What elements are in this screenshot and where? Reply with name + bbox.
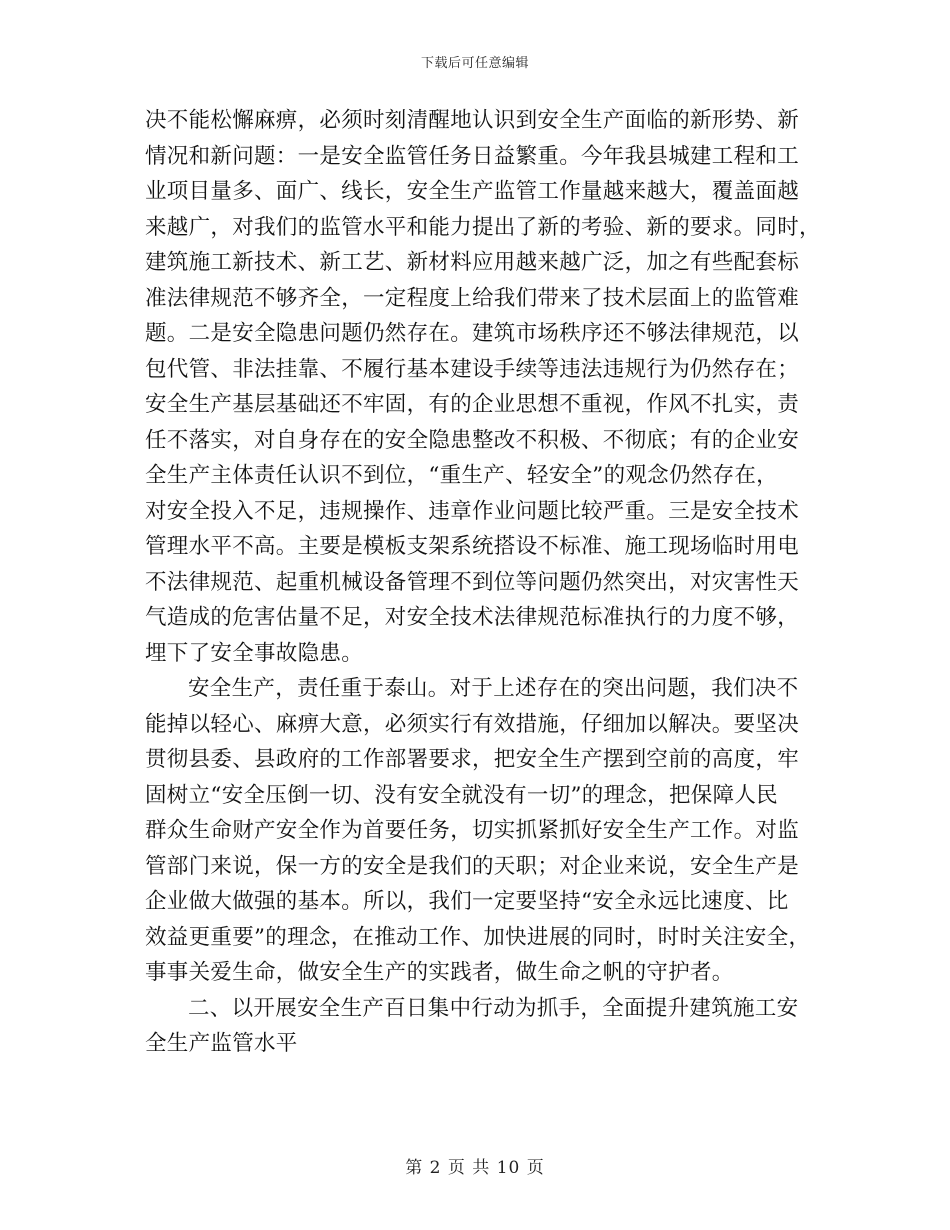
text-line: 业项目量多、面广、线长，安全生产监管工作量越来越大，覆盖面越 [145,179,800,204]
text-line: 管理水平不高。主要是模板支架系统搭设不标准、施工现场临时用电 [145,534,800,559]
document-body [145,103,821,1062]
page-header: 下载后可任意编辑 [420,56,529,71]
text-line: 气造成的危害估量不足，对安全技术法律规范标准执行的力度不够， [145,605,800,630]
text-line: 固树立“安全压倒一切、没有安全就没有一切”的理念，把保障人民 [145,782,778,808]
page-number: 第 2 页 共 10 页 [405,1158,545,1178]
text-line: 企业做大做强的基本。所以，我们一定要坚持“安全永远比速度、比 [145,889,789,914]
text-line: 不法律规范、起重机械设备管理不到位等问题仍然突出，对灾害性天 [145,569,800,595]
text-line: 埋下了安全事故隐患。 [145,640,364,666]
text-line: 题。二是安全隐患问题仍然存在。建筑市场秩序还不够法律规范，以 [145,321,800,346]
text-line: 任不落实，对自身存在的安全隐患整改不积极、不彻底；有的企业安 [145,427,800,453]
text-line: 建筑施工新技术、新工艺、新材料应用越来越广泛，加之有些配套标 [145,250,800,275]
paragraph-1 [145,103,821,671]
text-line: 来越广，对我们的监管水平和能力提出了新的考验、新的要求。同时， [145,214,821,240]
text-line: 管部门来说，保一方的安全是我们的天职；对企业来说，安全生产是 [145,853,800,879]
paragraph-2 [145,671,811,991]
text-line: 全生产主体责任认识不到位，“重生产、轻安全”的观念仍然存在， [145,463,778,488]
text-line: 安全生产，责任重于泰山。对于上述存在的突出问题，我们决不 [188,676,799,701]
text-line: 情况和新问题：一是安全监管任务日益繁重。今年我县城建工程和工 [145,143,800,169]
text-line: 对安全投入不足，违规操作、违章作业问题比较严重。三是安全技术 [145,498,800,524]
text-line: 效益更重要”的理念，在推动工作、加快进展的同时，时时关注安全， [145,924,811,950]
section-heading [145,991,807,1062]
text-line: 准法律规范不够齐全，一定程度上给我们带来了技术层面上的监管难 [145,285,800,311]
text-line: 全生产监管水平 [145,1031,298,1056]
text-line: 群众生命财产安全作为首要任务，切实抓紧抓好安全生产工作。对监 [145,818,800,843]
text-line: 事事关爱生命，做安全生产的实践者，做生命之帆的守护者。 [145,960,734,985]
text-line: 安全生产基层基础还不牢固，有的企业思想不重视，作风不扎实，责 [145,392,800,417]
text-line: 包代管、非法挂靠、不履行基本建设手续等违法违规行为仍然存在； [145,356,800,382]
text-line: 能掉以轻心、麻痹大意，必须实行有效措施，仔细加以解决。要坚决 [145,711,800,737]
text-line: 贯彻县委、县政府的工作部署要求，把安全生产摆到空前的高度，牢 [145,747,800,772]
text-line: 二、以开展安全生产百日集中行动为抓手，全面提升建筑施工安 [188,995,799,1021]
text-line: 决不能松懈麻痹，必须时刻清醒地认识到安全生产面临的新形势、新 [145,108,800,133]
